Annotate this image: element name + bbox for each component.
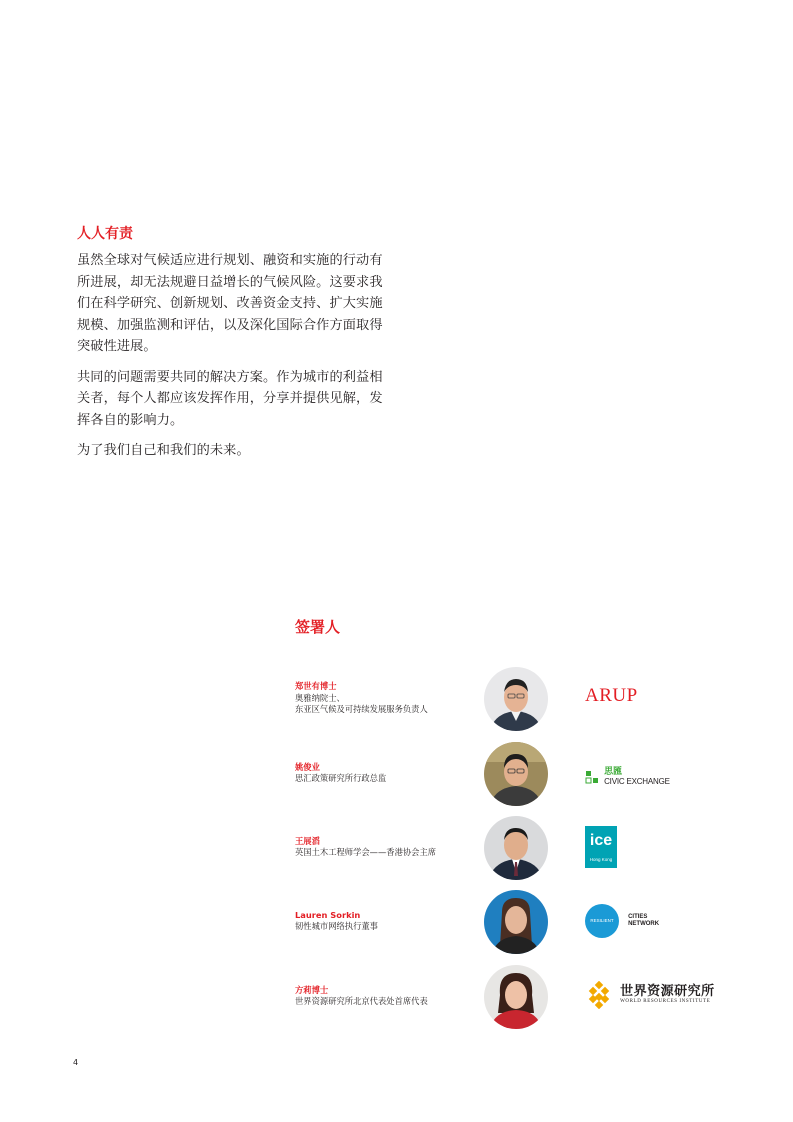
- wri-name-en: WORLD RESOURCES INSTITUTE: [620, 999, 711, 1004]
- ice-logo-sub: Hong Kong: [589, 857, 613, 862]
- person-portrait-icon: [484, 667, 548, 731]
- intro-paragraph-1: 虽然全球对气候适应进行规划、融资和实施的行动有所进展，却无法规避日益增长的气候风险。这要求我们在科学研究、创新规划、改善资金支持、扩大实施规模、加强监测和评估，以及深化国际合作方面取得突破性进展。: [77, 253, 383, 354]
- signatory-name: 方莉博士: [295, 985, 329, 995]
- ice-logo: [585, 826, 617, 868]
- rcn-line-2: NETWORK: [628, 921, 660, 927]
- signatory-role: 韧性城市网络执行董事: [295, 921, 378, 931]
- arup-logo: [585, 685, 638, 707]
- civic-exchange-mark-icon: [585, 770, 599, 784]
- signatory-role: 奥雅纳院士、: [295, 693, 345, 703]
- ice-logo-text: ice: [589, 832, 613, 849]
- signatory-row: [295, 816, 735, 880]
- signatory-name: Lauren Sorkin: [295, 910, 361, 920]
- person-portrait-icon: [484, 890, 548, 954]
- signatory-row: [295, 965, 735, 1029]
- signatory-role: 东亚区气候及可持续发展服务负责人: [295, 704, 428, 714]
- intro-paragraph-2: 共同的问题需要共同的解决方案。作为城市的利益相关者，每个人都应该发挥作用，分享并提供见解，发挥各自的影响力。: [77, 369, 383, 428]
- civic-exchange-logo: [585, 766, 670, 786]
- world-resources-institute-logo: [585, 981, 715, 1009]
- signatory-name: 郑世有博士: [295, 681, 337, 691]
- signatory-role: 英国土木工程师学会——香港协会主席: [295, 847, 437, 857]
- wri-name-zh: 世界资源研究所: [620, 984, 715, 999]
- rcn-line-1: CITIES: [628, 914, 648, 920]
- arup-logo-text: ARUP: [585, 685, 638, 706]
- person-portrait-icon: [484, 965, 548, 1029]
- civic-exchange-zh: 思匯: [604, 766, 623, 777]
- signatory-row: [295, 667, 735, 731]
- wri-mark-icon: [585, 981, 613, 1009]
- signatory-name: 姚俊业: [295, 762, 320, 772]
- signatory-role: 思汇政策研究所行政总监: [295, 773, 387, 783]
- page-number: 4: [73, 1058, 79, 1067]
- signatory-role: 世界资源研究所北京代表处首席代表: [295, 996, 428, 1006]
- signatory-row: [295, 742, 735, 806]
- civic-exchange-en: CIVIC EXCHANGE: [604, 776, 670, 786]
- person-portrait-icon: [484, 742, 548, 806]
- intro-section: [77, 224, 389, 471]
- signatory-row: [295, 890, 735, 954]
- resilient-cities-network-logo: [585, 904, 659, 938]
- intro-paragraph-3: 为了我们自己和我们的未来。: [77, 443, 250, 458]
- signatories-title: 签署人: [295, 618, 341, 636]
- intro-heading: 人人有责: [77, 226, 133, 242]
- signatory-name: 王展滔: [295, 836, 320, 846]
- rcn-badge-text: RESILIENT: [590, 918, 614, 923]
- person-portrait-icon: [484, 816, 548, 880]
